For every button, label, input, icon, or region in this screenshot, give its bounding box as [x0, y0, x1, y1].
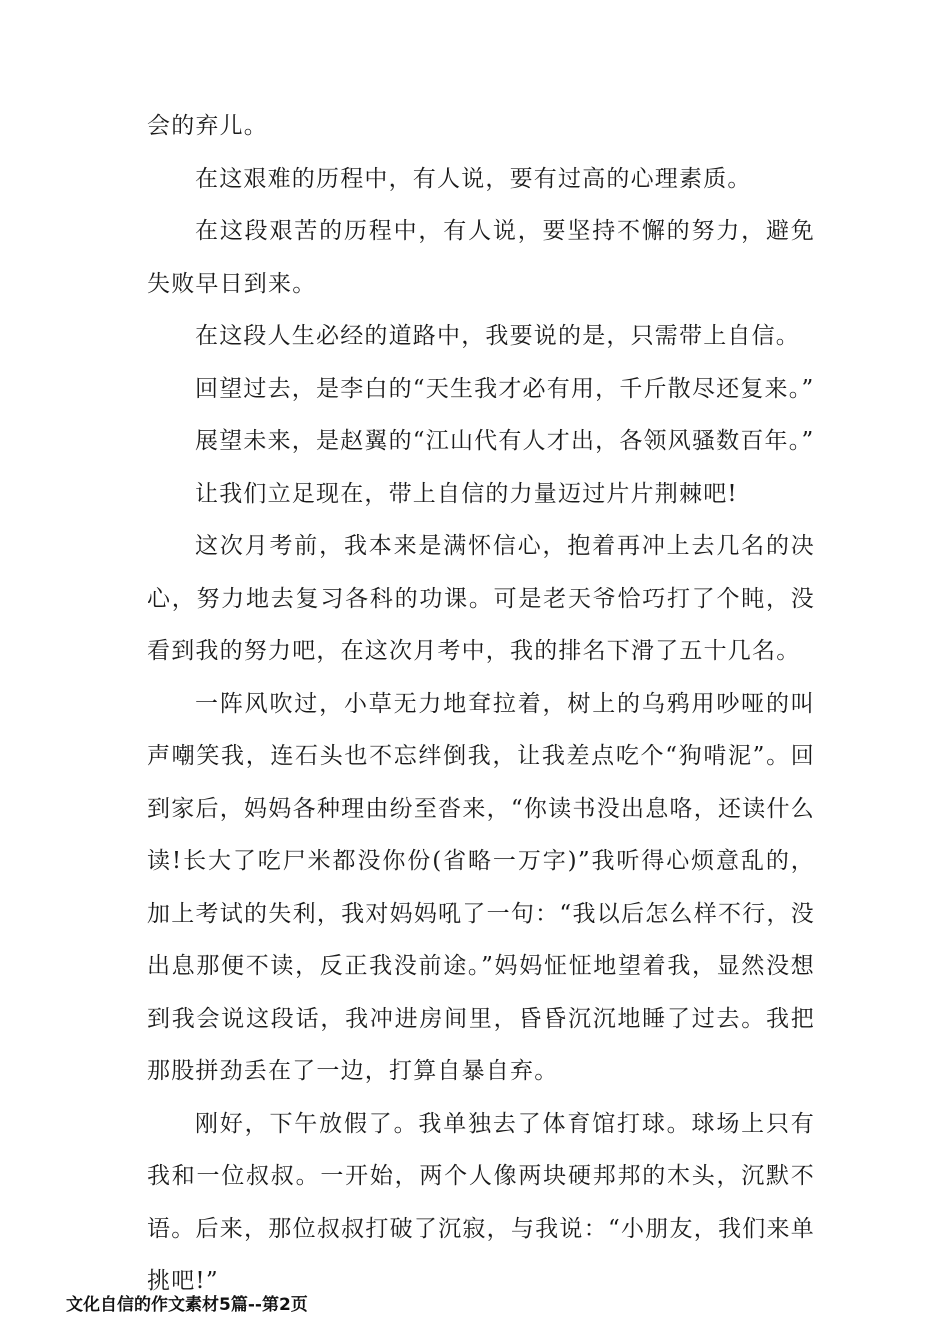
paragraph-1: 会的弃儿。: [147, 113, 268, 139]
document-body: [147, 100, 815, 1308]
paragraph-2: 在这艰难的历程中，有人说，要有过高的心理素质。: [195, 165, 752, 192]
paragraph-6: 展望未来，是赵翼的“江山代有人才出，各领风骚数百年。”: [195, 428, 815, 454]
paragraph-7: 让我们立足现在，带上自信的力量迈过片片荆棘吧!: [195, 480, 738, 507]
paragraph-4: 在这段人生必经的道路中，我要说的是，只需带上自信。: [195, 323, 800, 349]
paragraph-3: 在这段艰苦的历程中，有人说，要坚持不懈的努力，避免失败早日到来。: [147, 218, 815, 297]
paragraph-9: 一阵风吹过，小草无力地耷拉着，树上的乌鸦用吵哑的叫声嘲笑我，连石头也不忘绊倒我，让我差点吃个“狗啃泥”。回到家后，妈妈各种理由纷至沓来，“你读书没出息咯，还读什么读!长大了吃尸米都没你份(省略一万字)”我听得心烦意乱的，加上考试的失利，我对妈妈吼了一句：“我以后怎么样不行，没出息那便不读，反正我没前途。”妈妈怔怔地望着我，显然没想到我会说这段话，我冲进房间里，昏昏沉沉地睡了过去。我把那股拼劲丢在了一边，打算自暴自弃。: [147, 690, 815, 1084]
paragraph-8: 这次月考前，我本来是满怀信心，抱着再冲上去几名的决心，努力地去复习各科的功课。可是老天爷恰巧打了个盹，没看到我的努力吧，在这次月考中，我的排名下滑了五十几名。: [147, 533, 815, 664]
paragraph-5: 回望过去，是李白的“天生我才必有用，千斤散尽还复来。”: [195, 375, 815, 402]
page-footer: 文化自信的作文素材5篇--第2页: [66, 1295, 308, 1315]
paragraph-10: 刚好，下午放假了。我单独去了体育馆打球。球场上只有我和一位叔叔。一开始，两个人像两块硬邦邦的木头，沉默不语。后来，那位叔叔打破了沉寂，与我说：“小朋友，我们来单挑吧!”: [147, 1110, 815, 1294]
